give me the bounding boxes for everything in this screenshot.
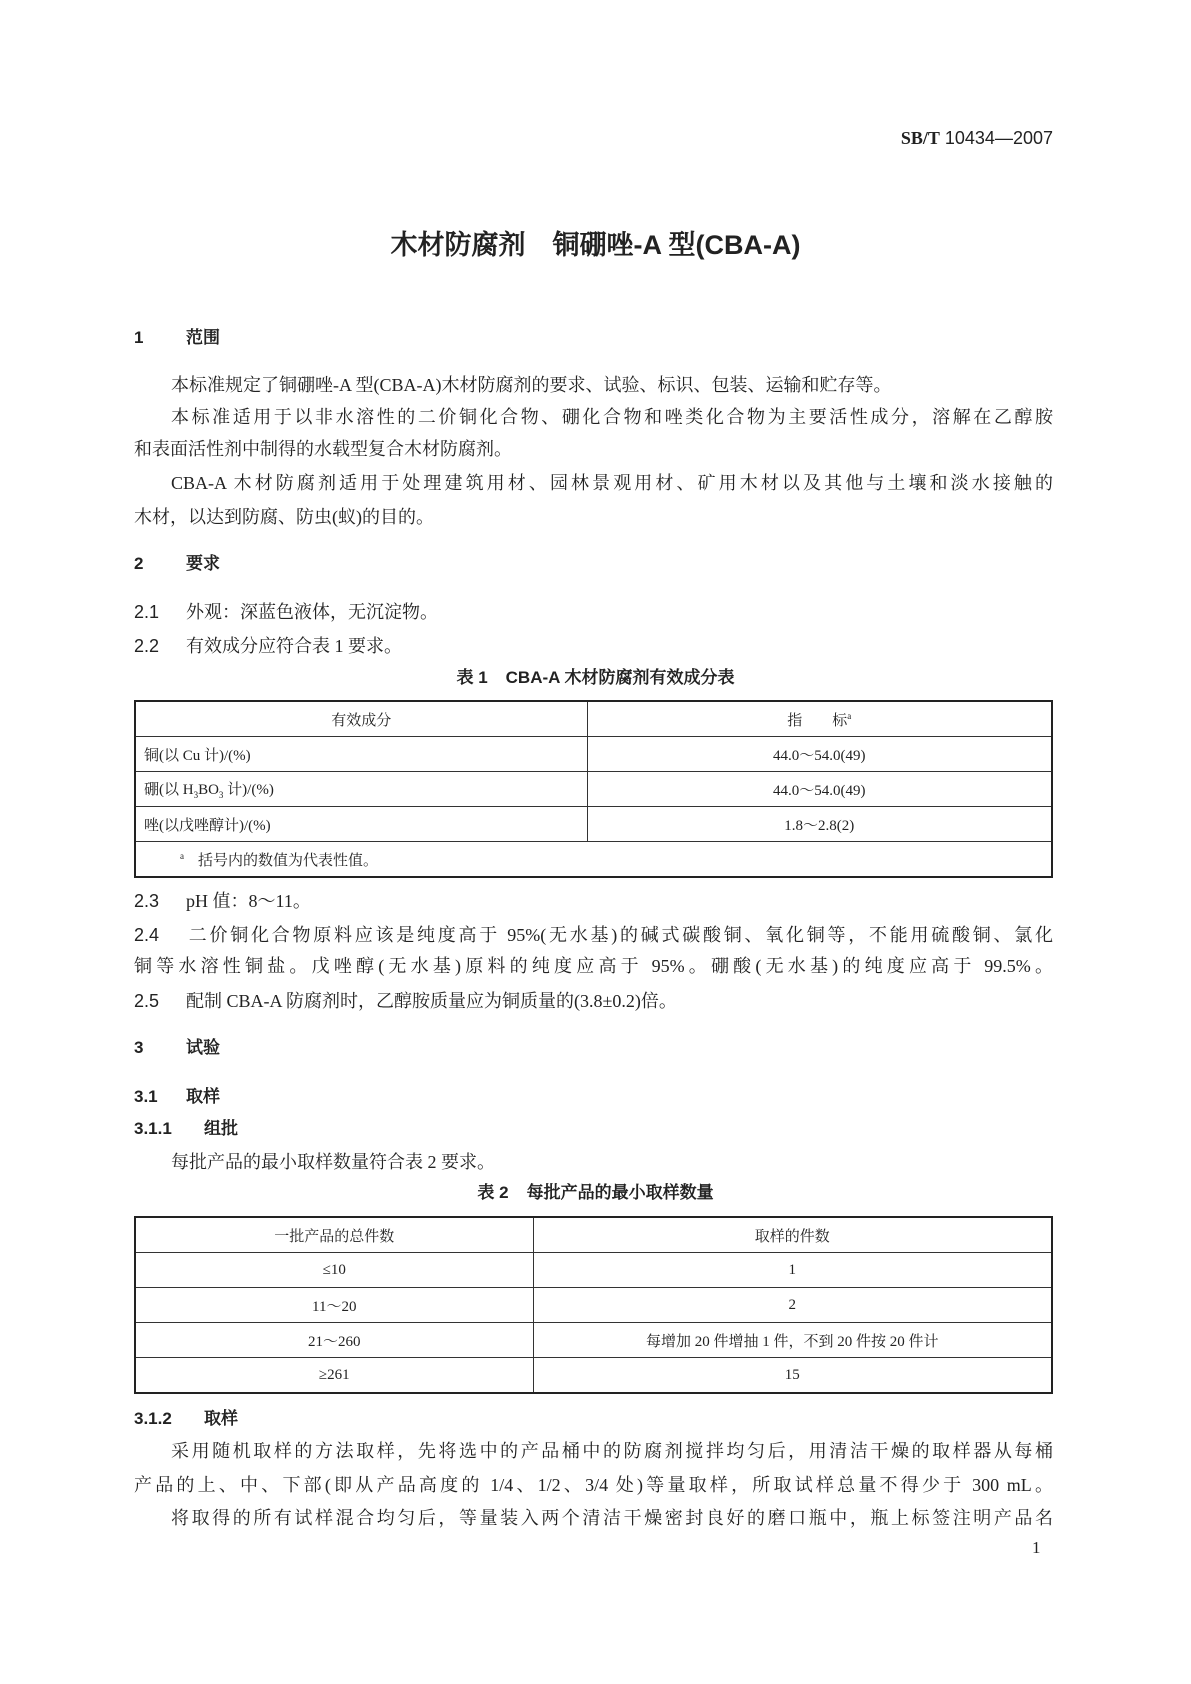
table-row — [135, 1358, 1052, 1394]
header-cell: 取样的件数 — [533, 1217, 1052, 1253]
table-note-row — [135, 842, 1052, 878]
paragraph-line: 和表面活性剂中制得的水载型复合木材防腐剂。 — [134, 439, 512, 459]
note-text: 括号内的数值为代表性值。 — [198, 852, 379, 869]
table-cell: 1.8～2.8(2) — [587, 807, 1052, 842]
table-1 — [134, 700, 1053, 878]
paragraph-line: 木材，以达到防腐、防虫(蚁)的目的。 — [134, 507, 434, 527]
paragraph-line: 将取得的所有试样混合均匀后，等量装入两个清洁干燥密封良好的磨口瓶中，瓶上标签注明产品名 — [171, 1508, 1053, 1528]
section-3-heading — [134, 1036, 1053, 1060]
section-title: 组批 — [204, 1119, 238, 1138]
section-1-heading — [134, 326, 1053, 350]
subsection-3-1-2-heading — [134, 1407, 1053, 1431]
clause-number: 2.2 — [134, 636, 160, 656]
table-cell: 44.0～54.0(49) — [587, 772, 1052, 807]
paragraph-line: 铜等水溶性铜盐。戊唑醇(无水基)原料的纯度应高于 95%。硼酸(无水基)的纯度应高于 99.5%。 — [134, 956, 1053, 976]
document-code-number: 10434—2007 — [939, 128, 1053, 148]
subsection-3-1-1-heading — [134, 1117, 1053, 1141]
clause-text: 二价铜化合物原料应该是纯度高于 95%(无水基)的碱式碳酸铜、氧化铜等，不能用硫酸铜、氯化 — [186, 925, 1053, 945]
table-cell: 2 — [533, 1288, 1052, 1323]
document-code-prefix: SB/T — [900, 128, 940, 148]
section-number: 3.1 — [134, 1087, 158, 1106]
table-cell: 铜(以 Cu 计)/(%) — [135, 737, 587, 772]
cell-text: BO — [198, 782, 219, 798]
table-cell: 21～260 — [135, 1323, 533, 1358]
section-number: 3.1.1 — [134, 1119, 172, 1138]
clause-2-2 — [134, 634, 1053, 658]
clause-2-4 — [134, 923, 1053, 947]
clause-number: 2.5 — [134, 991, 160, 1011]
table-row — [135, 1253, 1052, 1288]
section-number: 1 — [134, 328, 144, 347]
clause-text: 配制 CBA-A 防腐剂时，乙醇胺质量应为铜质量的(3.8±0.2)倍。 — [186, 991, 677, 1011]
table-cell: 1 — [533, 1253, 1052, 1288]
paragraph-line: 产品的上、中、下部(即从产品高度的 1/4、1/2、3/4 处)等量取样，所取试样总量不得少于 300 mL。 — [134, 1475, 1053, 1495]
section-number: 3 — [134, 1038, 144, 1057]
paragraph-line: 每批产品的最小取样数量符合表 2 要求。 — [171, 1152, 495, 1172]
table-cell: 唑(以戊唑醇计)/(%) — [135, 807, 587, 842]
paragraph-line: 本标准适用于以非水溶性的二价铜化合物、硼化合物和唑类化合物为主要活性成分，溶解在乙醇胺 — [171, 407, 1053, 427]
section-2-heading — [134, 552, 1053, 576]
table-cell: ≤10 — [135, 1253, 533, 1288]
header-cell: 一批产品的总件数 — [135, 1217, 533, 1253]
clause-text: 有效成分应符合表 1 要求。 — [186, 636, 402, 656]
document-title: 木材防腐剂 铜硼唑-A 型(CBA-A) — [390, 230, 801, 260]
section-number: 3.1.2 — [134, 1409, 172, 1428]
table-row — [135, 807, 1052, 842]
clause-number: 2.4 — [134, 925, 160, 945]
table-row — [135, 1323, 1052, 1358]
section-title: 要求 — [186, 554, 220, 573]
clause-number: 2.1 — [134, 602, 160, 622]
subscript: 3 — [218, 790, 224, 800]
caption-number: 表 2 — [477, 1183, 509, 1202]
table-2 — [134, 1216, 1053, 1394]
header-text: 指 标 — [787, 712, 848, 729]
caption-text: CBA-A 木材防腐剂有效成分表 — [505, 668, 735, 687]
clause-number: 2.3 — [134, 891, 160, 911]
clause-2-5 — [134, 989, 1053, 1013]
table-cell — [135, 772, 587, 807]
table-cell: 44.0～54.0(49) — [587, 737, 1052, 772]
table-cell: 每增加 20 件增抽 1 件，不到 20 件按 20 件计 — [533, 1323, 1052, 1358]
cell-text: 计)/(%) — [223, 782, 274, 798]
caption-number: 表 1 — [456, 668, 488, 687]
clause-2-1 — [134, 600, 1053, 624]
section-title: 试验 — [186, 1038, 220, 1057]
footnote-mark: a — [847, 710, 852, 721]
header-cell: 有效成分 — [135, 701, 587, 737]
section-number: 2 — [134, 554, 144, 573]
clause-text: pH 值：8～11。 — [186, 891, 311, 911]
table-header-row — [135, 701, 1052, 737]
cell-text: 硼(以 H — [144, 782, 194, 798]
paragraph-line: 本标准规定了铜硼唑-A 型(CBA-A)木材防腐剂的要求、试验、标识、包装、运输和贮存等。 — [171, 375, 892, 395]
clause-text: 外观：深蓝色液体，无沉淀物。 — [186, 602, 438, 622]
document-code — [901, 126, 1053, 150]
table-header-row — [135, 1217, 1052, 1253]
footnote-mark: a — [180, 850, 184, 861]
table-note — [135, 842, 1052, 878]
table-row — [135, 772, 1052, 807]
table-cell: ≥261 — [135, 1358, 533, 1394]
subscript: 3 — [193, 790, 199, 800]
page-number: 1 — [1032, 1538, 1041, 1557]
table-row — [135, 737, 1052, 772]
paragraph-line: 采用随机取样的方法取样，先将选中的产品桶中的防腐剂搅拌均匀后，用清洁干燥的取样器从每桶 — [171, 1441, 1053, 1461]
table-cell: 15 — [533, 1358, 1052, 1394]
section-title: 取样 — [186, 1087, 220, 1106]
header-cell — [587, 701, 1052, 737]
subsection-3-1-heading — [134, 1085, 1053, 1109]
table-cell: 11～20 — [135, 1288, 533, 1323]
table-row — [135, 1288, 1052, 1323]
section-title: 范围 — [186, 328, 220, 347]
table-2-caption — [0, 1181, 1191, 1205]
caption-text: 每批产品的最小取样数量 — [526, 1183, 714, 1202]
table-1-caption — [0, 666, 1191, 690]
section-title: 取样 — [204, 1409, 238, 1428]
clause-2-3 — [134, 889, 1053, 913]
paragraph-line: CBA-A 木材防腐剂适用于处理建筑用材、园林景观用材、矿用木材以及其他与土壤和淡水接触的 — [171, 473, 1053, 493]
